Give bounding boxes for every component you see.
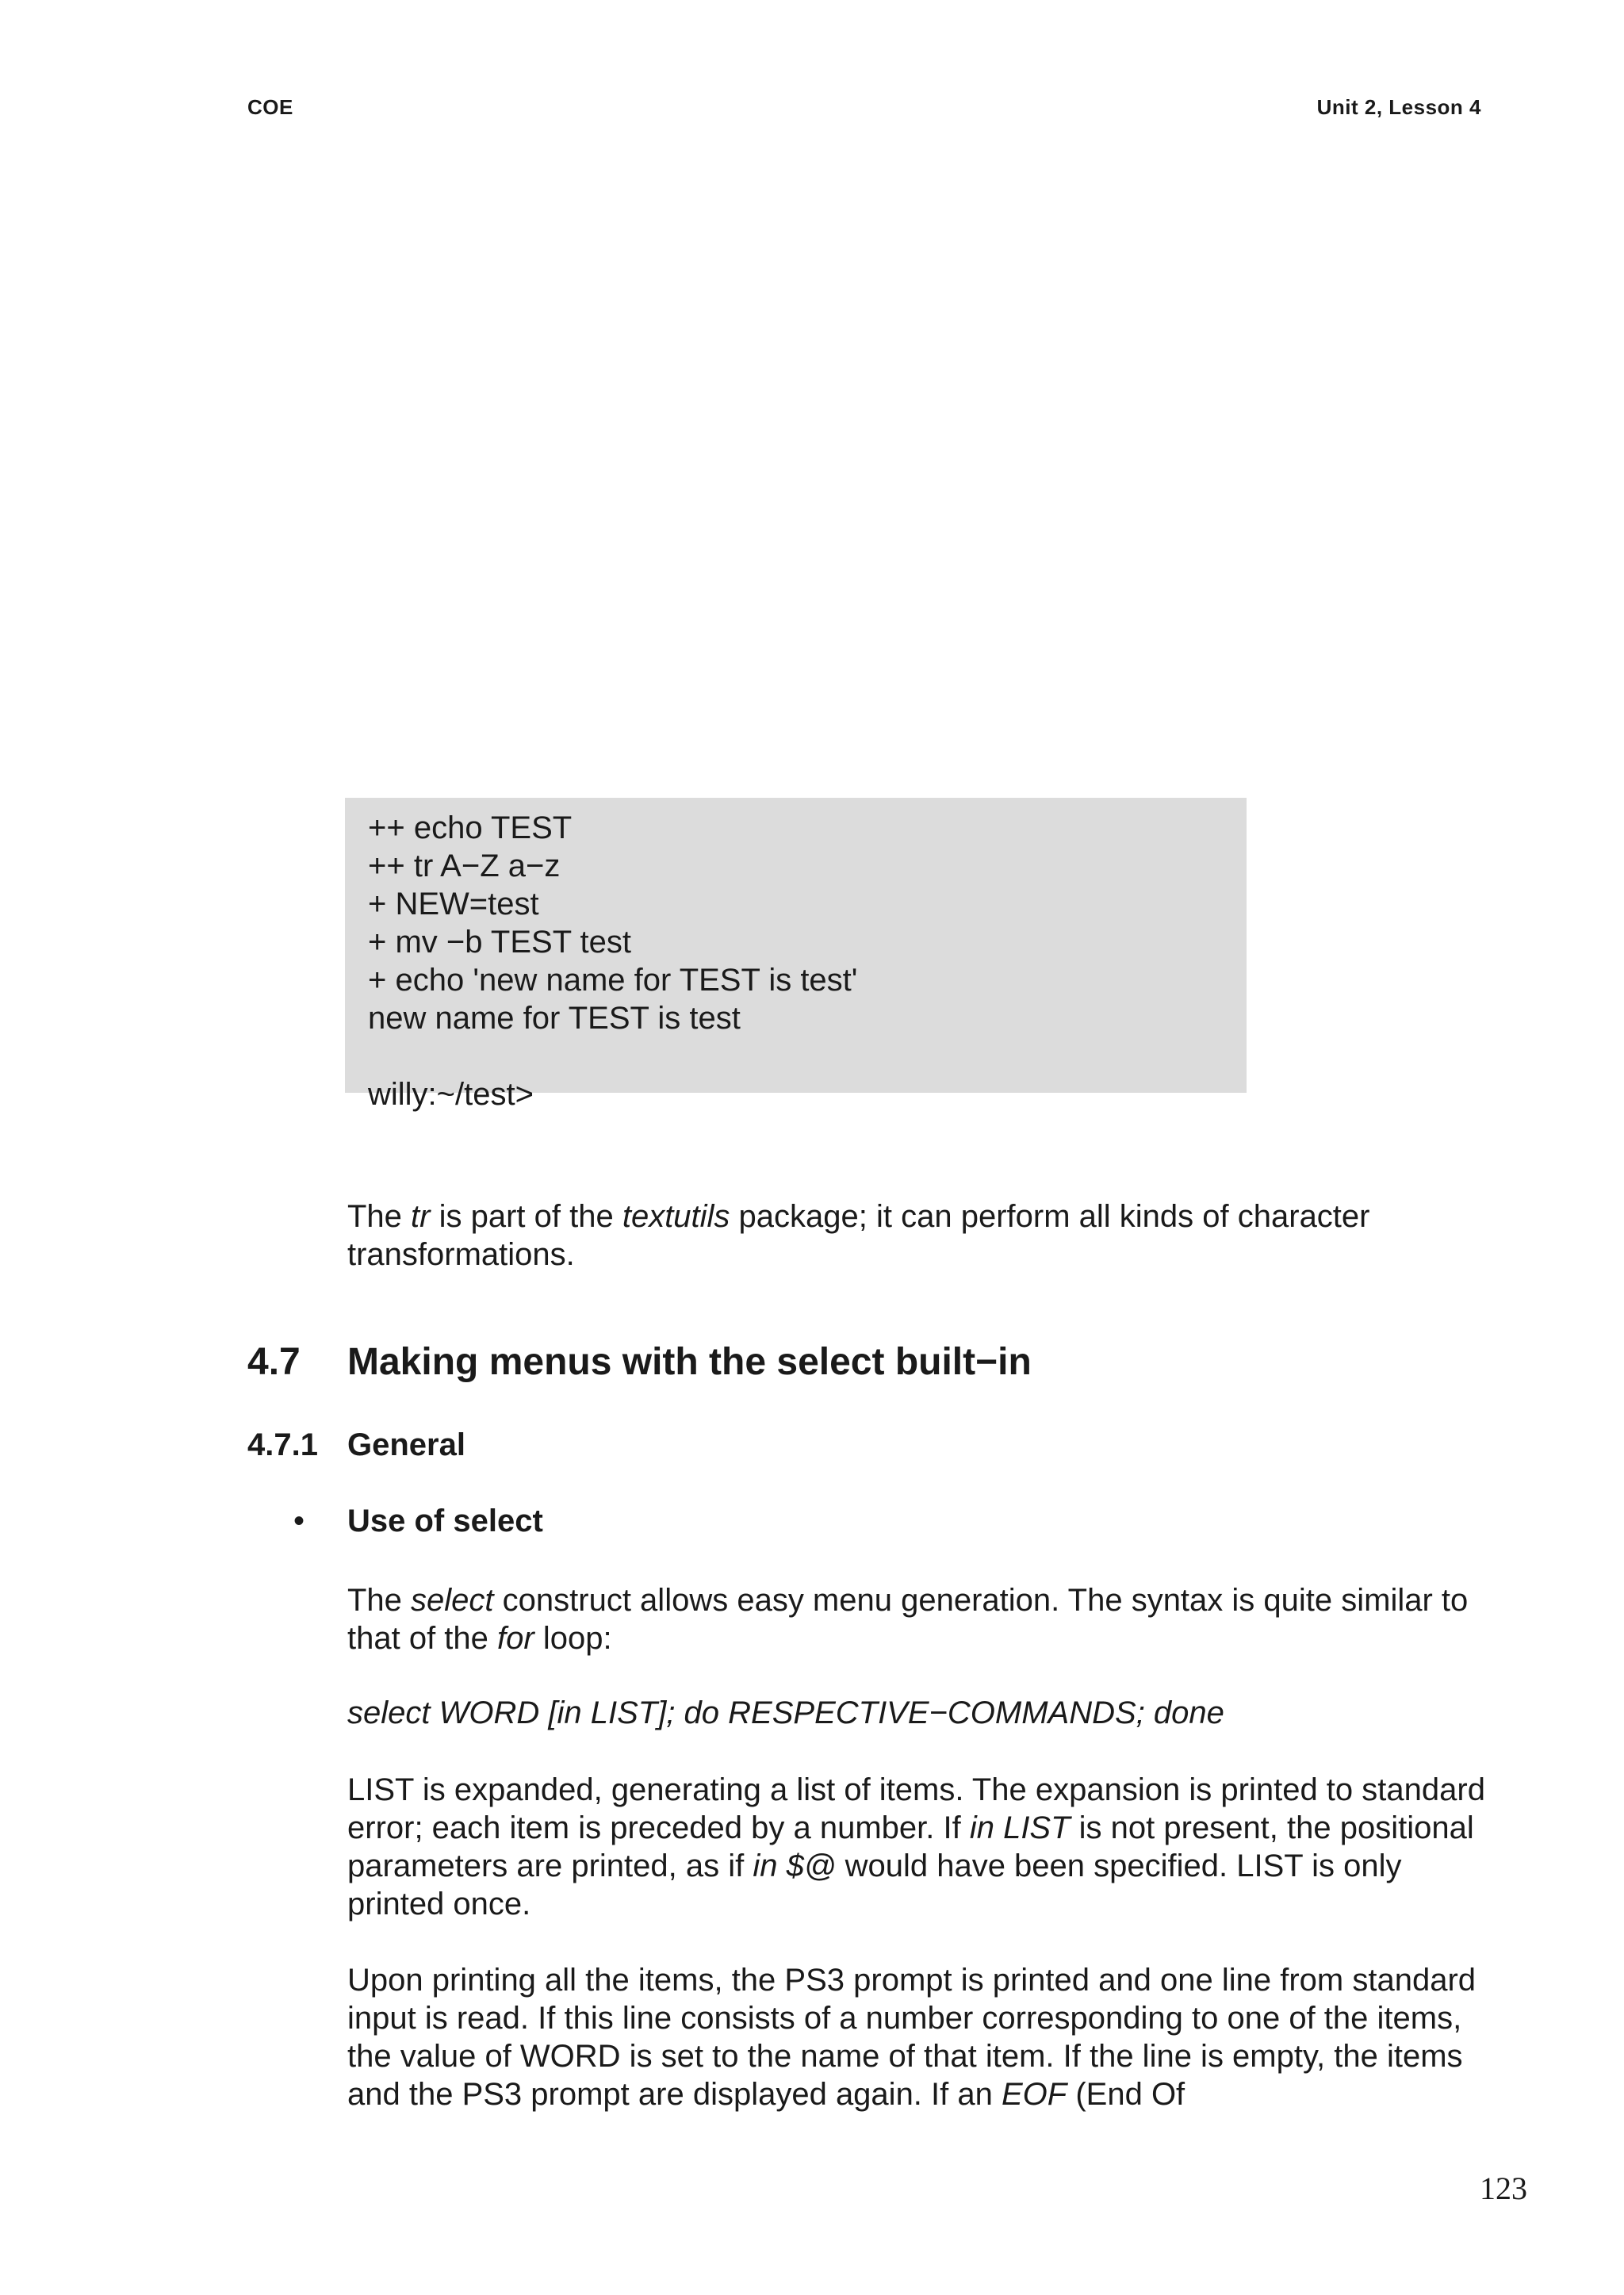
paragraph-list — [347, 1771, 1489, 1923]
text-run: loop: — [534, 1621, 612, 1656]
text-run: is not present, the positional parameters are printed, as if — [347, 1810, 1474, 1883]
subsection-heading — [247, 1427, 465, 1463]
code-line: + echo 'new name for TEST is test' — [368, 963, 858, 998]
text-run: construct allows easy menu generation. The syntax is quite similar to that of the — [347, 1583, 1469, 1656]
code-lines — [368, 809, 857, 1037]
italic-term: for — [497, 1621, 534, 1656]
bullet-icon: • — [293, 1504, 305, 1538]
running-header-left: COE — [247, 95, 293, 119]
code-line: new name for TEST is test — [368, 1001, 741, 1036]
text-run: Upon printing all the items, the PS3 prompt is printed and one line from standard input is read. If this line consists of a number corresponding to one of the items, the value of WORD is set to the name of that item. If the line is empty, the items and the PS3 prompt are displayed again. If an — [347, 1963, 1477, 2112]
bullet-label: Use of select — [347, 1504, 543, 1538]
paragraph-ps3 — [347, 1961, 1489, 2113]
running-header-right: Unit 2, Lesson 4 — [1316, 95, 1481, 119]
text-run: package; it can perform all kinds of character transformations. — [347, 1199, 1370, 1272]
section-number: 4.7 — [247, 1341, 301, 1383]
subsection-number: 4.7.1 — [247, 1427, 318, 1462]
italic-term: in $@ — [753, 1849, 837, 1883]
page-number: 123 — [1480, 2170, 1527, 2206]
text-run: The — [347, 1199, 412, 1234]
paragraph-select — [347, 1581, 1489, 1657]
code-example-block — [345, 798, 1247, 1112]
italic-term: select — [411, 1583, 494, 1618]
bullet-item — [293, 1504, 543, 1539]
code-line: + NEW=test — [368, 887, 539, 921]
text-run: is part of the — [430, 1199, 622, 1234]
code-line-clipped: willy:~/test> — [368, 1077, 534, 1112]
code-line: ++ echo TEST — [368, 810, 573, 845]
paragraph-tr — [347, 1197, 1457, 1274]
code-line: ++ tr A−Z a−z — [368, 849, 561, 883]
text-run: would have been specified. LIST is only printed once. — [347, 1849, 1402, 1921]
italic-term: tr — [411, 1199, 431, 1234]
italic-term: in LIST — [969, 1810, 1071, 1845]
syntax-line — [347, 1694, 1489, 1732]
text-run: LIST is expanded, generating a list of items. The expansion is printed to standard error; each item is preceded by a number. If — [347, 1772, 1485, 1845]
section-title: Making menus with the select built−in — [347, 1341, 1032, 1383]
text-run: (End Of — [1067, 2077, 1185, 2112]
italic-term: EOF — [1001, 2077, 1067, 2112]
syntax-text: select WORD [in LIST]; do RESPECTIVE−COMMANDS; done — [347, 1695, 1224, 1730]
section-heading — [247, 1340, 1032, 1384]
code-line: + mv −b TEST test — [368, 925, 631, 960]
subsection-title: General — [347, 1427, 465, 1462]
italic-term: textutils — [622, 1199, 730, 1234]
text-run: The — [347, 1583, 412, 1618]
